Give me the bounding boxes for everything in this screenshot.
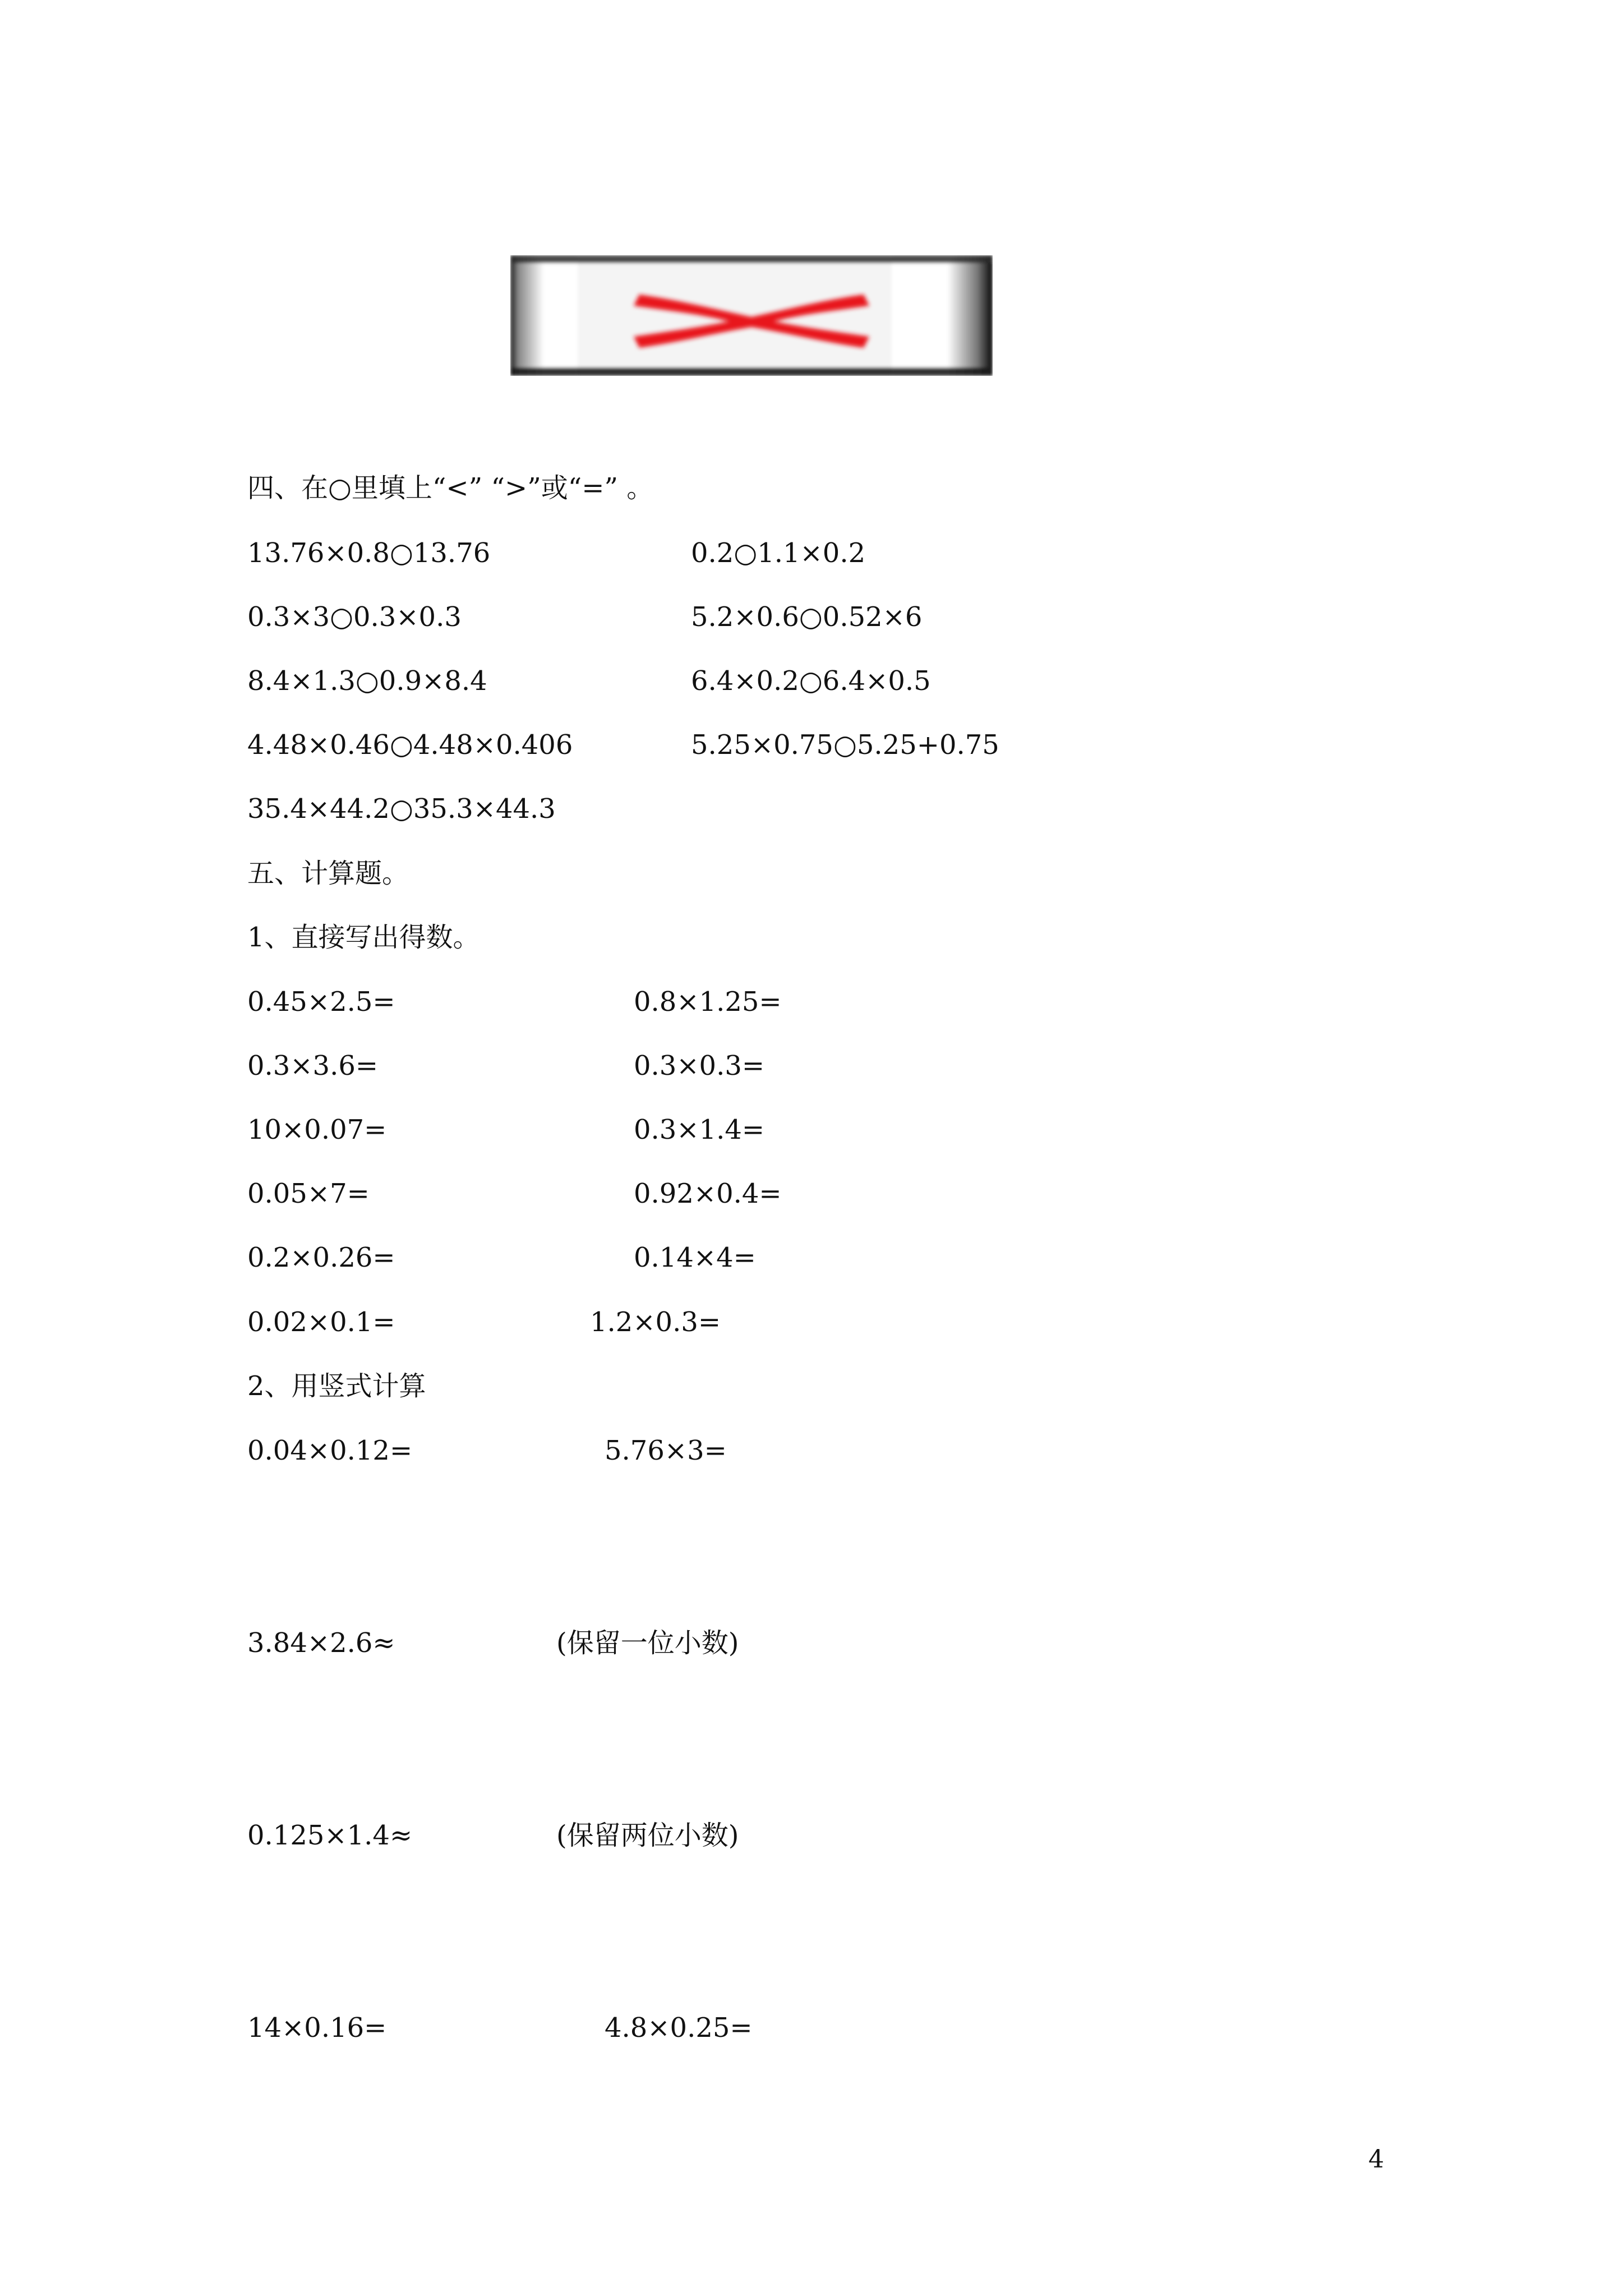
part-2-title: 2、用竖式计算 [247, 1370, 426, 1402]
vertical-calc-item: 4.8×0.25= [605, 2012, 753, 2044]
oral-item: 0.45×2.5= [247, 986, 395, 1018]
vertical-calc-item: 0.125×1.4≈ [247, 1820, 413, 1851]
red-cross-bar-image [510, 255, 993, 376]
oral-item: 0.3×3.6= [247, 1050, 379, 1082]
page-number: 4 [1368, 2145, 1384, 2174]
compare-item: 4.48×0.46○4.48×0.406 [247, 729, 573, 761]
compare-item: 6.4×0.2○6.4×0.5 [691, 665, 931, 697]
rounding-note: (保留两位小数) [556, 1820, 739, 1851]
section-5-title: 五、计算题。 [247, 858, 409, 889]
oral-item: 1.2×0.3= [590, 1306, 721, 1338]
oral-item: 0.92×0.4= [634, 1178, 782, 1209]
oral-item: 0.02×0.1= [247, 1306, 395, 1338]
compare-item: 5.25×0.75○5.25+0.75 [691, 729, 999, 761]
vertical-calc-item: 14×0.16= [247, 2012, 387, 2044]
oral-item: 0.05×7= [247, 1178, 370, 1209]
oral-item: 10×0.07= [247, 1114, 387, 1145]
oral-item: 0.8×1.25= [634, 986, 782, 1018]
oral-item: 0.3×1.4= [634, 1114, 765, 1145]
section-4-title: 四、在○里填上“<” “>”或“=” 。 [247, 472, 654, 504]
part-1-title: 1、直接写出得数。 [247, 922, 480, 953]
oral-item: 0.14×4= [634, 1242, 756, 1273]
vertical-calc-item: 5.76×3= [605, 1435, 727, 1466]
vertical-calc-item: 3.84×2.6≈ [247, 1627, 395, 1659]
oral-item: 0.3×0.3= [634, 1050, 765, 1082]
compare-item: 0.2○1.1×0.2 [691, 537, 866, 569]
compare-item: 0.3×3○0.3×0.3 [247, 601, 462, 633]
vertical-calc-item: 0.04×0.12= [247, 1435, 413, 1466]
compare-item: 8.4×1.3○0.9×8.4 [247, 665, 487, 697]
rounding-note: (保留一位小数) [556, 1627, 739, 1659]
oral-item: 0.2×0.26= [247, 1242, 395, 1273]
compare-item: 5.2×0.6○0.52×6 [691, 601, 923, 633]
compare-item: 13.76×0.8○13.76 [247, 537, 491, 569]
compare-item: 35.4×44.2○35.3×44.3 [247, 793, 556, 825]
